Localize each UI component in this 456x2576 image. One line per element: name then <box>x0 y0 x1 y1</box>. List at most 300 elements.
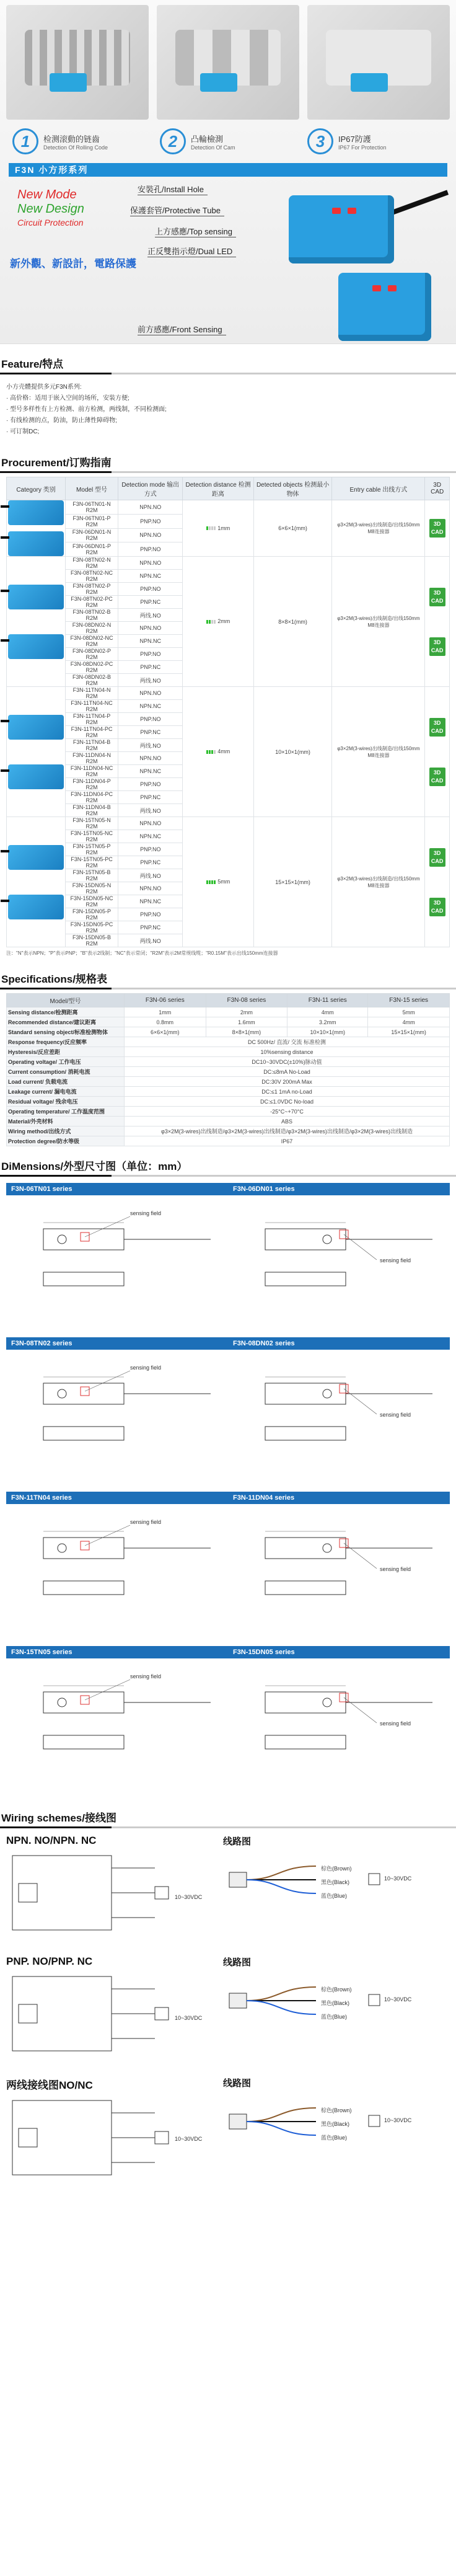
feature-en: Detection Of Cam <box>191 144 235 151</box>
dimension-card <box>228 1492 450 1644</box>
spec-value: IP67 <box>125 1136 450 1146</box>
sensor-image-front <box>338 273 431 341</box>
cad-download-button[interactable]: 3D CAD <box>429 768 445 786</box>
model-cell: F3N-06TN01-N R2M <box>66 500 118 515</box>
procurement-note: 注："N"表示NPN；"P"表示PNP；"B"表示2线制；"NC"表示常闭；"R2M"表示2M常规线缆；"R0.15M"表示出线150mm连接器 <box>6 950 278 956</box>
voltage-label: 10~30VDC <box>384 1996 412 2003</box>
feature-badge <box>160 128 296 154</box>
spec-row <box>7 1107 450 1117</box>
model-cell: F3N-11DN04-NC R2M <box>66 765 118 778</box>
circuit-box <box>12 1976 112 2051</box>
procurement-header <box>0 448 456 477</box>
col-cad: 3D CAD <box>425 477 450 500</box>
model-cell: F3N-15DN05-B R2M <box>66 934 118 947</box>
mode-cell: NPN.NO <box>118 557 183 570</box>
level-bar <box>209 620 211 624</box>
sensor-circuit <box>19 2128 37 2147</box>
spec-value: DC10~30VDC(±10%)脉动值 <box>125 1057 450 1067</box>
feature-line: · 可订制DC; <box>6 428 40 435</box>
spec-col: F3N-06 series <box>125 994 206 1007</box>
body-outline <box>43 1383 124 1404</box>
dimension-card <box>228 1183 450 1335</box>
spec-key: Hysteresis/反应差距 <box>7 1047 125 1057</box>
mode-cell: NPN.NO <box>118 687 183 700</box>
model-cell: F3N-11DN04-PC R2M <box>66 791 118 804</box>
distance-value: 1mm <box>217 524 230 531</box>
col-model: Model 型号 <box>66 477 118 500</box>
mode-cell: NPN.NC <box>118 700 183 713</box>
hero-banner <box>0 0 456 344</box>
mount-hole <box>58 1389 66 1398</box>
brown-wire <box>247 2108 316 2122</box>
blue-wire <box>247 2122 316 2135</box>
model-cell: F3N-15DN05-NC R2M <box>66 895 118 908</box>
wiring-title: PNP. NO/PNP. NC <box>6 1955 93 1967</box>
leader-line <box>344 1234 377 1260</box>
objects-cell: 10×10×1(mm) <box>253 687 332 817</box>
feature-badge <box>307 128 444 154</box>
leader-line <box>85 1525 130 1546</box>
leader-line <box>85 1371 130 1391</box>
blue-label: 蓝色(Blue) <box>321 1893 348 1899</box>
mode-cell: PNP.NC <box>118 856 183 869</box>
wiring-title: Wiring schemes/接线图 <box>1 1812 116 1824</box>
wiring-schematic <box>6 1832 211 1953</box>
product-image <box>8 634 64 659</box>
spec-value: 5mm <box>368 1007 450 1017</box>
dimension-tag: F3N-15TN05 series <box>6 1646 228 1658</box>
body-outline <box>265 1229 346 1250</box>
level-bar <box>209 526 211 530</box>
sensing-field-label: sensing field <box>380 1566 411 1572</box>
mode-cell: PNP.NO <box>118 583 183 596</box>
level-bar <box>211 880 213 884</box>
distance-cell <box>183 500 253 557</box>
side-outline <box>265 1427 346 1440</box>
cad-download-button[interactable]: 3D CAD <box>429 519 445 538</box>
mode-cell: 两线.NO <box>118 869 183 882</box>
mode-cell: PNP.NC <box>118 596 183 609</box>
wiring-title: NPN. NO/NPN. NC <box>6 1835 97 1846</box>
feature-header <box>0 349 456 378</box>
mode-cell: PNP.NC <box>118 921 183 934</box>
wiring-schematic <box>6 1953 211 2074</box>
load-box <box>369 1994 380 2006</box>
spec-value: DC:≤8mA No-Load <box>125 1067 450 1077</box>
mode-cell: PNP.NO <box>118 843 183 856</box>
wiring-block <box>6 1832 450 1953</box>
side-outline <box>43 1581 124 1595</box>
side-outline <box>43 1272 124 1286</box>
circuit-box <box>12 2100 112 2175</box>
wiring-diagrams <box>0 1832 456 2195</box>
body-outline <box>265 1383 346 1404</box>
level-bar <box>209 880 211 884</box>
dimension-drawing <box>228 1661 450 1794</box>
callout-protective-tube: 保護套管/Protective Tube <box>130 204 224 216</box>
callout-install-hole: 安裝孔/Install Hole <box>138 183 208 195</box>
spec-value: 4mm <box>287 1007 368 1017</box>
mode-cell: PNP.NC <box>118 791 183 804</box>
level-bar <box>206 620 208 624</box>
spec-body <box>7 1007 450 1146</box>
spec-value: 1.6mm <box>206 1017 287 1027</box>
dimension-drawing <box>228 1507 450 1640</box>
mode-cell: NPN.NC <box>118 765 183 778</box>
spec-row <box>7 1017 450 1027</box>
product-image <box>8 531 64 556</box>
level-bar <box>209 750 211 754</box>
wiring-title: 两线接线图NO/NC <box>6 2079 93 2091</box>
mount-hole <box>323 1235 331 1244</box>
cable-cell: φ3×2M(3-wires)出线制造/出线150mm M8连接器 <box>332 687 425 817</box>
product-image <box>8 895 64 919</box>
feature-line: · 有线检测的点，防油，防止薄性障碍物; <box>6 417 117 424</box>
model-cell: F3N-11TN04-P R2M <box>66 713 118 726</box>
spec-row <box>7 1087 450 1097</box>
mode-cell: PNP.NO <box>118 713 183 726</box>
model-cell: F3N-15DN05-P R2M <box>66 908 118 921</box>
ip67-photo <box>307 5 450 120</box>
leader-line <box>85 1680 130 1700</box>
voltage-label: 10~30VDC <box>175 1894 203 1900</box>
sensing-field-label: sensing field <box>130 1210 162 1216</box>
col-cable: Entry cable 出线方式 <box>332 477 425 500</box>
feature-number: 2 <box>160 128 186 154</box>
mode-cell: NPN.NC <box>118 570 183 583</box>
spec-key: Sensing distance/检测距离 <box>7 1007 125 1017</box>
procurement-body <box>7 500 450 947</box>
model-cell: F3N-08DN02-NC R2M <box>66 635 118 648</box>
product-image <box>8 845 64 870</box>
leader-line <box>344 1543 377 1569</box>
mode-cell: PNP.NO <box>118 514 183 528</box>
model-cell: F3N-08TN02-N R2M <box>66 557 118 570</box>
model-cell: F3N-08DN02-B R2M <box>66 674 118 687</box>
circuit-box <box>12 1856 112 1930</box>
dimension-drawing <box>228 1198 450 1331</box>
dimension-tag: F3N-06DN01 series <box>228 1183 450 1195</box>
series-title: F3N 小方形系列 <box>9 163 447 177</box>
distance-meter <box>206 749 216 755</box>
model-cell: F3N-06DN01-N R2M <box>66 528 118 542</box>
voltage-label: 10~30VDC <box>175 2136 203 2142</box>
spec-row <box>7 1097 450 1107</box>
mode-cell: PNP.NO <box>118 778 183 791</box>
dimension-grid <box>6 1183 450 1798</box>
product-image <box>8 764 64 789</box>
spec-value: 8×8×1(mm) <box>206 1027 287 1037</box>
mode-cell: NPN.NO <box>118 622 183 635</box>
brown-label: 棕色(Brown) <box>321 2107 352 2113</box>
distance-cell <box>183 817 253 947</box>
level-bar <box>214 620 216 624</box>
brown-label: 棕色(Brown) <box>321 1866 352 1872</box>
spec-key: Response frequency/反应频率 <box>7 1037 125 1047</box>
distance-value: 5mm <box>217 879 230 885</box>
wiring-line-diagram <box>211 1953 450 2074</box>
objects-cell: 15×15×1(mm) <box>253 817 332 947</box>
mode-cell: NPN.NO <box>118 752 183 765</box>
load-box <box>155 2131 169 2144</box>
cad-download-button[interactable]: 3D CAD <box>429 588 445 606</box>
side-outline <box>265 1735 346 1749</box>
mode-cell: PNP.NO <box>118 542 183 557</box>
level-bar <box>211 750 213 754</box>
sensor-icon <box>229 2114 247 2129</box>
product-image <box>8 500 64 525</box>
mode-cell: NPN.NC <box>118 635 183 648</box>
callout-top-sensing: 上方感應/Top sensing <box>155 225 236 237</box>
voltage-label: 10~30VDC <box>175 2015 203 2021</box>
mode-cell: PNP.NC <box>118 661 183 674</box>
model-cell: F3N-08DN02-N R2M <box>66 622 118 635</box>
level-bar <box>214 880 216 884</box>
model-cell: F3N-11DN04-P R2M <box>66 778 118 791</box>
distance-value: 2mm <box>217 618 230 625</box>
load-box <box>369 2115 380 2127</box>
sensing-field-label: sensing field <box>130 1673 162 1680</box>
spec-col: F3N-08 series <box>206 994 287 1007</box>
dimension-tag: F3N-08DN02 series <box>228 1337 450 1350</box>
body-outline <box>43 1538 124 1559</box>
load-box <box>155 1887 169 1899</box>
spec-key: Leakage current/ 漏电电流 <box>7 1087 125 1097</box>
cad-download-button[interactable]: 3D CAD <box>429 848 445 867</box>
wiring-header <box>0 1803 456 1832</box>
spec-value: DC:≤1.0VDC No-load <box>125 1097 450 1107</box>
spec-value: 10%sensing distance <box>125 1047 450 1057</box>
model-cell: F3N-15DN05-N R2M <box>66 882 118 895</box>
line-diagram-title: 线路图 <box>223 1836 252 1847</box>
spec-value: 4mm <box>368 1017 450 1027</box>
dimension-tag: F3N-15DN05 series <box>228 1646 450 1658</box>
dimension-drawing <box>6 1352 228 1485</box>
callout-dual-led: 正反雙指示燈/Dual LED <box>147 245 236 257</box>
col-objects: Detected objects 检测最小物体 <box>253 477 332 500</box>
mode-cell: PNP.NO <box>118 648 183 661</box>
black-label: 黑色(Black) <box>321 1879 350 1885</box>
model-cell: F3N-15TN05-NC R2M <box>66 830 118 843</box>
sensor-circuit <box>19 2004 37 2023</box>
spec-col: F3N-15 series <box>368 994 450 1007</box>
dimension-tag: F3N-11TN04 series <box>6 1492 228 1504</box>
feature-line: · 高价格：适用于嵌入空间的场所，安装方便; <box>6 395 129 402</box>
spec-row <box>7 1126 450 1136</box>
line-diagram-title: 线路图 <box>223 1957 252 1968</box>
spec-row <box>7 1037 450 1047</box>
spec-row <box>7 1067 450 1077</box>
voltage-label: 10~30VDC <box>384 2117 412 2123</box>
col-category: Category 类别 <box>7 477 66 500</box>
dimension-card <box>6 1337 228 1489</box>
level-bar <box>206 526 208 530</box>
brown-label: 棕色(Brown) <box>321 1986 352 1993</box>
spec-row <box>7 1027 450 1037</box>
feature-cn: IP67防護 <box>338 134 371 144</box>
cable-cell: φ3×2M(3-wires)出线制造/出线150mm M8连接器 <box>332 817 425 947</box>
cable-cell: φ3×2M(3-wires)出线制造/出线150mm M8连接器 <box>332 500 425 557</box>
dimension-card <box>228 1337 450 1489</box>
hero-photos <box>0 0 456 120</box>
distance-meter <box>206 879 216 885</box>
cad-cell <box>425 817 450 947</box>
objects-cell: 8×8×1(mm) <box>253 557 332 687</box>
model-cell: F3N-08TN02-P R2M <box>66 583 118 596</box>
new-design-text: New Design <box>17 202 84 216</box>
feature-number: 3 <box>307 128 333 154</box>
wiring-line-diagram <box>211 2074 450 2195</box>
cad-cell <box>425 687 450 817</box>
table-row <box>7 687 450 700</box>
spec-value: 2mm <box>206 1007 287 1017</box>
mode-cell: 两线.NO <box>118 934 183 947</box>
mode-cell: NPN.NO <box>118 882 183 895</box>
model-cell: F3N-15DN05-PC R2M <box>66 921 118 934</box>
sensing-field-label: sensing field <box>380 1257 411 1264</box>
model-cell: F3N-08TN02-PC R2M <box>66 596 118 609</box>
spec-col: F3N-11 series <box>287 994 368 1007</box>
mount-hole <box>58 1235 66 1244</box>
blue-wire <box>247 2001 316 2014</box>
spec-row <box>7 1117 450 1126</box>
spec-key: Operating temperature/ 工作温度范围 <box>7 1107 125 1117</box>
spec-value: -25°C~+70°C <box>125 1107 450 1117</box>
dimension-card <box>228 1646 450 1798</box>
model-cell: F3N-15TN05-P R2M <box>66 843 118 856</box>
mode-cell: NPN.NC <box>118 895 183 908</box>
level-bar <box>206 750 208 754</box>
spec-col: Model/型号 <box>7 994 125 1007</box>
feature-line: · 型号多样性有上方检测、前方检测，两线制，不同检测面; <box>6 406 167 413</box>
model-cell: F3N-15TN05-N R2M <box>66 817 118 830</box>
sensor-image-top <box>289 195 394 263</box>
sensor-icon <box>229 1872 247 1887</box>
cad-download-button[interactable]: 3D CAD <box>429 637 445 656</box>
leader-line <box>85 1216 130 1237</box>
model-cell: F3N-11DN04-B R2M <box>66 804 118 817</box>
dimensions-header <box>0 1151 456 1180</box>
category-cell <box>7 687 66 817</box>
dimension-tag: F3N-11DN04 series <box>228 1492 450 1504</box>
leader-line <box>344 1389 377 1414</box>
feature-list <box>0 378 456 443</box>
feature-title: Feature/特点 <box>1 358 64 370</box>
spec-row <box>7 1057 450 1067</box>
spec-value: DC:≤1 1mA no-Load <box>125 1087 450 1097</box>
mode-cell: NPN.NO <box>118 817 183 830</box>
distance-meter <box>206 525 216 531</box>
cable-cell: φ3×2M(3-wires)出线制造/出线150mm M8连接器 <box>332 557 425 687</box>
blue-label: 蓝色(Blue) <box>321 2135 348 2141</box>
spec-value: 1mm <box>125 1007 206 1017</box>
model-cell: F3N-11TN04-NC R2M <box>66 700 118 713</box>
spec-row <box>7 1007 450 1017</box>
spec-value: DC 500Hz/ 直流/ 交流 标准检测 <box>125 1037 450 1047</box>
body-outline <box>265 1692 346 1713</box>
mode-cell: NPN.NO <box>118 500 183 515</box>
model-cell: F3N-15TN05-PC R2M <box>66 856 118 869</box>
sensor-icon <box>229 1993 247 2008</box>
procurement-title: Procurement/订购指南 <box>1 457 112 469</box>
category-cell <box>7 500 66 557</box>
category-cell <box>7 557 66 687</box>
model-cell: F3N-11TN04-B R2M <box>66 739 118 752</box>
spec-row <box>7 1047 450 1057</box>
cad-download-button[interactable]: 3D CAD <box>429 718 445 737</box>
product-image <box>8 585 64 609</box>
spec-key: Residual voltage/ 残余电压 <box>7 1097 125 1107</box>
slogan: 新外觀、新設計，電路保護 <box>10 258 136 270</box>
product-image <box>8 715 64 740</box>
dimension-drawing <box>6 1198 228 1331</box>
model-cell: F3N-11TN04-PC R2M <box>66 726 118 739</box>
cad-cell <box>425 557 450 687</box>
model-cell: F3N-08TN02-B R2M <box>66 609 118 622</box>
spec-title: Specifications/规格表 <box>1 973 107 985</box>
sensing-field-label: sensing field <box>380 1720 411 1727</box>
dimensions-title: DiMensions/外型尺寸图（单位：mm） <box>1 1161 188 1172</box>
callout-front-sensing: 前方感應/Front Sensing <box>138 323 226 335</box>
side-outline <box>43 1427 124 1440</box>
mount-hole <box>58 1544 66 1552</box>
feature-cn: 检测滚動的链齒 <box>43 134 100 144</box>
mode-cell: 两线.NO <box>118 674 183 687</box>
model-cell: F3N-08TN02-NC R2M <box>66 570 118 583</box>
feature-en: Detection Of Rolling Code <box>43 144 108 151</box>
body-outline <box>43 1692 124 1713</box>
mode-cell: NPN.NC <box>118 830 183 843</box>
distance-cell <box>183 557 253 687</box>
leader-line <box>344 1697 377 1723</box>
mount-hole <box>323 1698 331 1707</box>
blue-wire <box>247 1880 316 1893</box>
mount-hole <box>323 1389 331 1398</box>
model-cell: F3N-15TN05-B R2M <box>66 869 118 882</box>
spec-value: φ3×2M(3-wires)出线制造/φ3×2M(3-wires)出线制造/φ3×2M(3-wires)出线制造/φ3×2M(3-wires)出线制造 <box>125 1126 450 1136</box>
cam-detection-photo <box>157 5 299 120</box>
wiring-schematic <box>6 2074 211 2195</box>
spec-key: Wiring method/出线方式 <box>7 1126 125 1136</box>
spec-header <box>0 964 456 993</box>
cad-download-button[interactable]: 3D CAD <box>429 898 445 916</box>
spec-value: 3.2mm <box>287 1017 368 1027</box>
mode-cell: 两线.NO <box>118 804 183 817</box>
spec-table <box>6 993 450 1146</box>
level-bar <box>211 620 213 624</box>
wiring-line-diagram <box>211 1832 450 1953</box>
category-cell <box>7 817 66 947</box>
dimension-drawing <box>6 1661 228 1794</box>
dimension-drawing <box>228 1352 450 1485</box>
spec-key: Protection degree/防水等级 <box>7 1136 125 1146</box>
cad-cell <box>425 500 450 557</box>
body-outline <box>43 1229 124 1250</box>
feature-badge <box>12 128 149 154</box>
table-row <box>7 817 450 830</box>
wiring-block <box>6 1953 450 2074</box>
spec-key: Current consumption/ 消耗电流 <box>7 1067 125 1077</box>
hero-product <box>0 177 456 363</box>
feature-badges <box>0 120 456 154</box>
table-row <box>7 500 450 515</box>
dimension-card <box>6 1646 228 1798</box>
sensing-field-label: sensing field <box>130 1519 162 1525</box>
line-diagram-title: 线路图 <box>223 2078 252 2089</box>
distance-meter <box>206 619 216 625</box>
brown-wire <box>247 1987 316 2001</box>
circuit-protection-text: Circuit Protection <box>17 218 84 228</box>
